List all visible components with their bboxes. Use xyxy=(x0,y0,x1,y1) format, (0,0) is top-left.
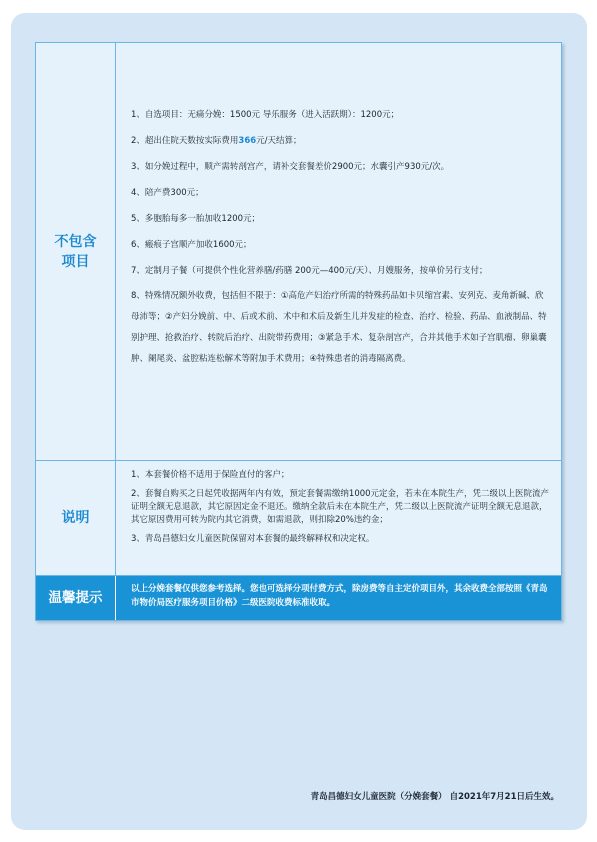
effective-date-footer: 青岛昌德妇女儿童医院（分娩套餐） 自2021年7月21日后生效。 xyxy=(310,792,559,802)
exclusion-item-6: 6、瘢痕子宫顺产加收1600元； xyxy=(131,240,252,250)
notes-label-text: 说明 xyxy=(61,510,90,526)
package-table xyxy=(35,42,562,621)
tips-label-text: 温馨提示 xyxy=(48,590,103,606)
tips-content xyxy=(116,576,561,620)
exclusion-item-5: 5、多胞胎每多一胎加收1200元； xyxy=(131,214,261,224)
exclusion-item-4: 4、陪产费300元； xyxy=(131,188,204,198)
note-item-2: 2、套餐自购买之日起凭收据两年内有效，预定套餐需缴纳1000元定金，若未在本院生产，凭二级以上医院流产证明全额无息退款，其它原因定金不退还。缴纳全款后未在本院生产，凭二级以上医院流产证明全额无息退款，其它原因费用可转为院内其它消费，如需退款，则扣除20%违约金； xyxy=(131,489,550,525)
note-item-1: 1、本套餐价格不适用于保险直付的客户； xyxy=(131,470,290,480)
tips-row xyxy=(36,576,561,620)
exclusions-label-text: 不包含 项目 xyxy=(54,233,97,270)
exclusions-label xyxy=(36,43,116,460)
exclusion-item-7: 7、定制月子餐（可提供个性化营养膳/药膳 200元—400元/天）、月嫂服务，按单价另行支付； xyxy=(131,266,488,276)
tips-text: 以上分娩套餐仅供您参考选择。您也可选择分项付费方式，除房费等自主定价项目外，其余收费全部按照《青岛市物价局医疗服务项目价格》二级医院收费标准收取。 xyxy=(131,584,548,608)
exclusion-item-2: 2、超出住院天数按实际费用366元/天结算； xyxy=(131,136,302,146)
notes-label xyxy=(36,461,116,575)
notes-row xyxy=(36,461,561,576)
exclusion-item-8: 8、特殊情况额外收费，包括但不限于：①高危产妇治疗所需的特殊药品如卡贝缩宫素、安列克、麦角新碱、欣母沛等；②产妇分娩前、中、后或术前、术中和术后及新生儿并发症的检查、治疗、检验、药品、血液制品、特别护理、抢救治疗、转院后治疗、出院带药费用；③紧急手术、复杂剖宫产，合并其他手术如子宫肌瘤、卵巢囊肿、阑尾炎、盆腔粘连松解术等附加手术费用；④特殊患者的消毒隔离费。 xyxy=(131,291,547,364)
tips-label xyxy=(36,576,116,620)
exclusion-item-3: 3、如分娩过程中，顺产需转剖宫产，请补交套餐差价2900元；水囊引产930元/次。 xyxy=(131,162,450,172)
exclusions-row xyxy=(36,43,561,461)
overstay-rate-highlight: 366 xyxy=(238,136,257,146)
exclusions-content xyxy=(116,43,561,460)
exclusion-item-1: 1、自选项目：无痛分娩：1500元 导乐服务（进入活跃期）：1200元； xyxy=(131,110,400,120)
notes-content xyxy=(116,461,561,575)
note-item-3: 3、青岛昌德妇女儿童医院保留对本套餐的最终解释权和决定权。 xyxy=(131,534,375,544)
